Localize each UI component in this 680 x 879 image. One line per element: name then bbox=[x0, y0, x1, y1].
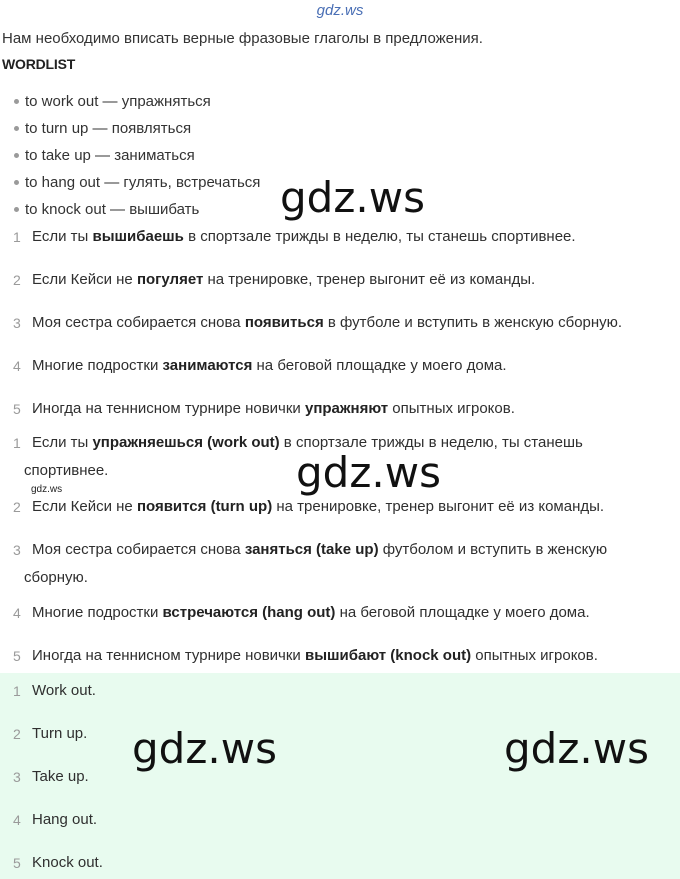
wordlist-item: to turn up — появляться bbox=[14, 120, 191, 137]
list-number: 2 bbox=[13, 272, 21, 288]
bullet-icon bbox=[14, 207, 19, 212]
sentence: Многие подростки занимаются на беговой площадке у моего дома. bbox=[32, 357, 507, 374]
bullet-icon bbox=[14, 99, 19, 104]
list-number: 1 bbox=[13, 229, 21, 245]
list-number: 3 bbox=[13, 542, 21, 558]
list-number: 4 bbox=[13, 812, 21, 828]
wordlist-item: to hang out — гулять, встречаться bbox=[14, 174, 260, 191]
sentence: Если Кейси не появится (turn up) на тренировке, тренер выгонит её из команды. bbox=[32, 498, 605, 515]
wordlist-item: to take up — заниматься bbox=[14, 147, 195, 164]
watermark: gdz.ws bbox=[296, 448, 441, 497]
sentence: Иногда на теннисном турнире новички упражняют опытных игроков. bbox=[32, 400, 515, 417]
watermark: gdz.ws bbox=[31, 484, 63, 495]
site-header-link[interactable]: gdz.ws bbox=[316, 2, 364, 19]
answer-item: Turn up. bbox=[32, 725, 88, 742]
answer-item: Take up. bbox=[32, 768, 89, 785]
list-number: 4 bbox=[13, 358, 21, 374]
sentence: Моя сестра собирается снова появиться в футболе и вступить в женскую сборную. bbox=[32, 314, 623, 331]
list-number: 5 bbox=[13, 401, 21, 417]
list-number: 4 bbox=[13, 605, 21, 621]
list-number: 1 bbox=[13, 683, 21, 699]
answer-item: Hang out. bbox=[32, 811, 98, 828]
wordlist-title: WORDLIST bbox=[2, 56, 76, 72]
answer-item: Work out. bbox=[32, 682, 96, 699]
list-number: 5 bbox=[13, 855, 21, 871]
sentence: Если ты упражняешься (work out) в спортзале трижды в неделю, ты станешь bbox=[32, 434, 583, 451]
watermark: gdz.ws bbox=[504, 724, 649, 773]
list-number: 1 bbox=[13, 435, 21, 451]
list-number: 2 bbox=[13, 499, 21, 515]
watermark: gdz.ws bbox=[280, 173, 425, 222]
sentence-continuation: сборную. bbox=[24, 569, 88, 586]
sentence: Иногда на теннисном турнире новички вышибают (knock out) опытных игроков. bbox=[32, 647, 598, 664]
wordlist-item: to work out — упражняться bbox=[14, 93, 211, 110]
answers-panel bbox=[0, 673, 680, 879]
watermark: gdz.ws bbox=[132, 724, 277, 773]
sentence-continuation: спортивнее. bbox=[24, 462, 109, 479]
list-number: 5 bbox=[13, 648, 21, 664]
list-number: 2 bbox=[13, 726, 21, 742]
list-number: 3 bbox=[13, 769, 21, 785]
sentence: Моя сестра собирается снова заняться (take up) футболом и вступить в женскую bbox=[32, 541, 608, 558]
answer-item: Knock out. bbox=[32, 854, 103, 871]
bullet-icon bbox=[14, 126, 19, 131]
bullet-icon bbox=[14, 180, 19, 185]
intro-text: Нам необходимо вписать верные фразовые глаголы в предложения. bbox=[2, 30, 483, 47]
sentence: Многие подростки встречаются (hang out) на беговой площадке у моего дома. bbox=[32, 604, 590, 621]
bullet-icon bbox=[14, 153, 19, 158]
sentence: Если Кейси не погуляет на тренировке, тренер выгонит её из команды. bbox=[32, 271, 536, 288]
list-number: 3 bbox=[13, 315, 21, 331]
wordlist-item: to knock out — вышибать bbox=[14, 201, 199, 218]
sentence: Если ты вышибаешь в спортзале трижды в неделю, ты станешь спортивнее. bbox=[32, 228, 576, 245]
